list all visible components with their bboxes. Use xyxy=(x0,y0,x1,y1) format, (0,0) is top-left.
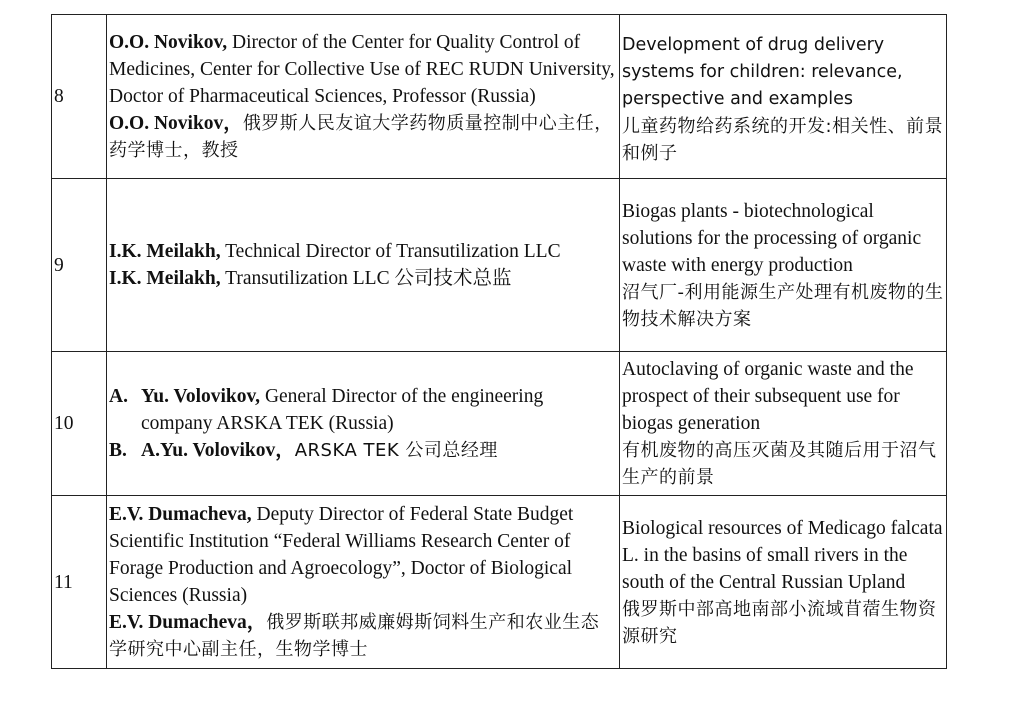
speaker-name-zh: O.O. Novikov， xyxy=(109,113,243,134)
topic-zh: 儿童药物给药系统的开发:相关性、前景和例子 xyxy=(622,116,944,164)
list-item xyxy=(109,383,617,437)
speaker-role-zh: 俄罗斯联邦威廉姆斯饲料生产和农业生态学研究中心副主任，生物学博士 xyxy=(109,612,600,660)
speaker-en xyxy=(109,29,617,110)
list-item xyxy=(109,437,617,464)
speaker-cell xyxy=(107,352,620,496)
table-row xyxy=(52,352,947,496)
list-label: A. xyxy=(109,386,128,407)
speaker-role: General Director of the engineering company ARSKA TEK (Russia) xyxy=(141,386,544,434)
table-row xyxy=(52,15,947,179)
speaker-role-zh: Transutilization LLC 公司技术总监 xyxy=(220,268,512,289)
topic-cell xyxy=(620,15,947,179)
row-number: 10 xyxy=(52,352,107,496)
topic-cell xyxy=(620,496,947,669)
speaker-name-zh: A.Yu. Volovikov， xyxy=(141,440,295,461)
row-number: 8 xyxy=(52,15,107,179)
speaker-name-zh: I.K. Meilakh, xyxy=(109,268,221,289)
speaker-en xyxy=(109,238,617,265)
topic-zh: 有机废物的高压灭菌及其随后用于沼气生产的前景 xyxy=(622,440,937,488)
topic-zh: 沼气厂-利用能源生产处理有机废物的生物技术解决方案 xyxy=(622,281,944,330)
table-row xyxy=(52,179,947,352)
speaker-zh xyxy=(109,110,617,164)
topic-en: Autoclaving of organic waste and the prospect of their subsequent use for biogas generation xyxy=(622,359,914,434)
speaker-role: Director of the Center for Quality Control of Medicines, Center for Collective Use of REC RUDN University, Doctor of Pharmaceutical Sciences, Professor (Russia) xyxy=(109,32,615,107)
speaker-cell xyxy=(107,15,620,179)
speaker-name: E.V. Dumacheva, xyxy=(109,504,252,525)
topic-cell xyxy=(620,179,947,352)
speaker-zh xyxy=(109,609,617,663)
list-label: B. xyxy=(109,440,127,461)
topic-en: Biogas plants - biotechnological solutions for the processing of organic waste with energy production xyxy=(622,200,922,276)
topic-en: Development of drug delivery systems for children: relevance, perspective and examples xyxy=(622,35,903,109)
topic-en: Biological resources of Medicago falcata L. in the basins of small rivers in the south of the Central Russian Upland xyxy=(622,517,943,593)
speaker-role: Deputy Director of Federal State Budget Scientific Institution “Federal Williams Research Center of Forage Production and Agroecology”, Doctor of Biological Sciences (Russia) xyxy=(109,504,574,606)
program-table xyxy=(51,14,947,669)
speaker-name: I.K. Meilakh, xyxy=(109,241,221,262)
topic-cell xyxy=(620,352,947,496)
table-row xyxy=(52,496,947,669)
speaker-name-zh: E.V. Dumacheva， xyxy=(109,612,267,633)
speaker-en xyxy=(109,501,617,609)
speaker-name: O.O. Novikov, xyxy=(109,32,228,53)
speaker-cell xyxy=(107,496,620,669)
speaker-role-zh: 俄罗斯人民友谊大学药物质量控制中心主任，药学博士，教授 xyxy=(109,113,613,161)
row-number: 9 xyxy=(52,179,107,352)
row-number: 11 xyxy=(52,496,107,669)
speaker-zh xyxy=(109,265,617,292)
speaker-role-zh: ARSKA TEK 公司总经理 xyxy=(294,440,498,461)
speaker-list xyxy=(109,383,617,464)
topic-zh: 俄罗斯中部高地南部小流域苜蓿生物资源研究 xyxy=(622,598,937,647)
speaker-cell xyxy=(107,179,620,352)
speaker-name: Yu. Volovikov, xyxy=(141,386,261,407)
speaker-role: Technical Director of Transutilization LLC xyxy=(220,241,561,262)
